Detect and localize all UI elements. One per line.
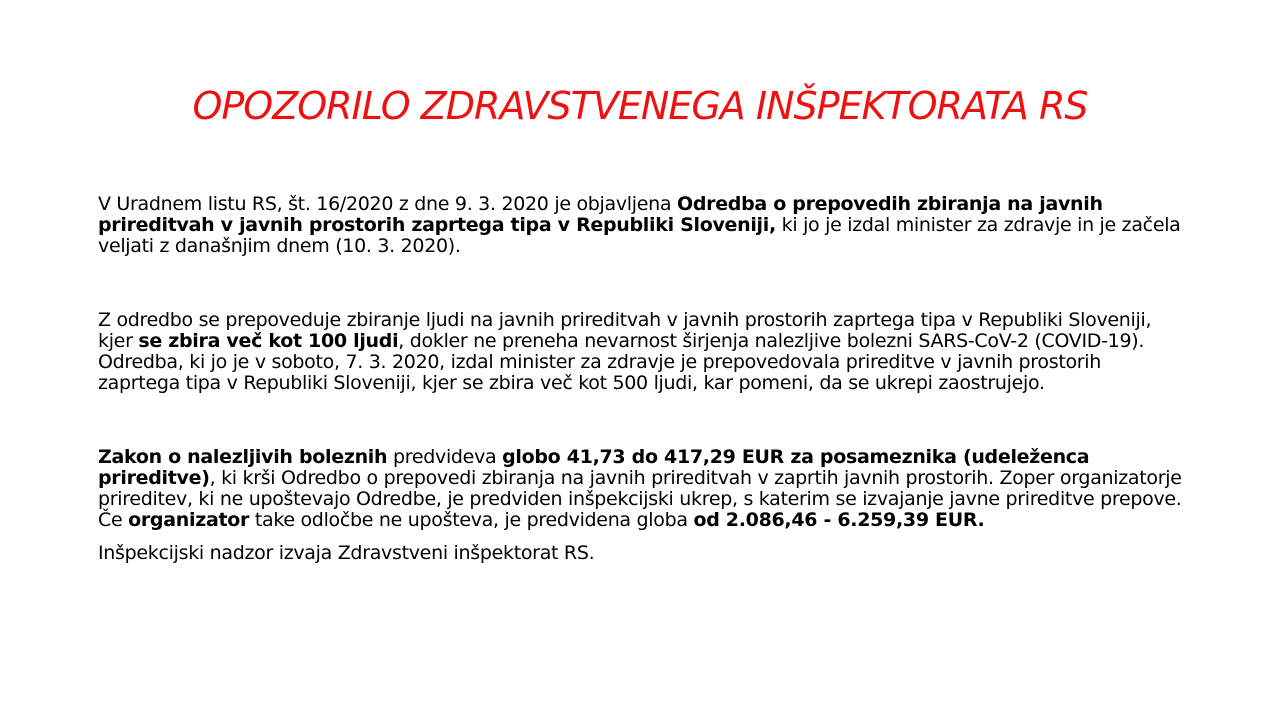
- text-span: Z odredbo se prepoveduje zbiranje ljudi na javnih prireditvah v javnih prostorih zaprtega tipa v Republiki Sloveniji, kjer: [98, 309, 1152, 352]
- law-name-bold: Zakon o nalezljivih boleznih: [98, 446, 388, 468]
- text-span: take odločbe ne upošteva, je predvidena globa: [249, 509, 694, 531]
- paragraph-decree-published: [98, 194, 1188, 257]
- text-span: ki jo je izdal minister za zdravje in je začela veljati z današnjim dnem (10. 3. 2020).: [98, 214, 1181, 257]
- organizer-fine-bold: od 2.086,46 - 6.259,39 EUR.: [693, 509, 985, 531]
- text-span: predvideva: [387, 446, 503, 468]
- text-span: , ki krši Odredbo o prepovedi zbiranja na javnih prireditvah v zaprtih javnih prostorih. Zoper organizatorje prireditev, ki ne upoštevajo Odredbe, je predviden inšpekcijski ukrep, s katerim se izvajanje javne prireditve prepove. Če: [98, 467, 1182, 531]
- paragraph-inspection: Inšpekcijski nadzor izvaja Zdravstveni inšpektorat RS.: [98, 542, 595, 564]
- decree-title-bold: Odredba o prepovedih zbiranja na javnih prireditvah v javnih prostorih zaprtega tipa v Republiki Sloveniji,: [98, 193, 1103, 236]
- text-span: V Uradnem listu RS, št. 16/2020 z dne 9. 3. 2020 je objavljena: [98, 193, 677, 215]
- paragraph-gathering-ban: [98, 310, 1188, 394]
- organizer-bold: organizator: [128, 509, 250, 531]
- slide-body: [98, 194, 1188, 564]
- slide-title: OPOZORILO ZDRAVSTVENEGA INŠPEKTORATA RS: [192, 84, 1088, 128]
- individual-fine-bold: globo 41,73 do 417,29 EUR za posameznika (udeleženca prireditve): [98, 446, 1090, 489]
- paragraph-fines: [98, 447, 1188, 531]
- limit-bold: se zbira več kot 100 ljudi: [138, 330, 399, 352]
- text-span: , dokler ne preneha nevarnost širjenja nalezljive bolezni SARS-CoV-2 (COVID-19). Odredba, ki jo je v soboto, 7. 3. 2020, izdal minister za zdravje je prepovedovala prireditve v javnih prostorih zaprtega tipa v Republiki Sloveniji, kjer se zbira več kot 500 ljudi, kar pomeni, da se ukrepi zaostrujejo.: [98, 330, 1145, 394]
